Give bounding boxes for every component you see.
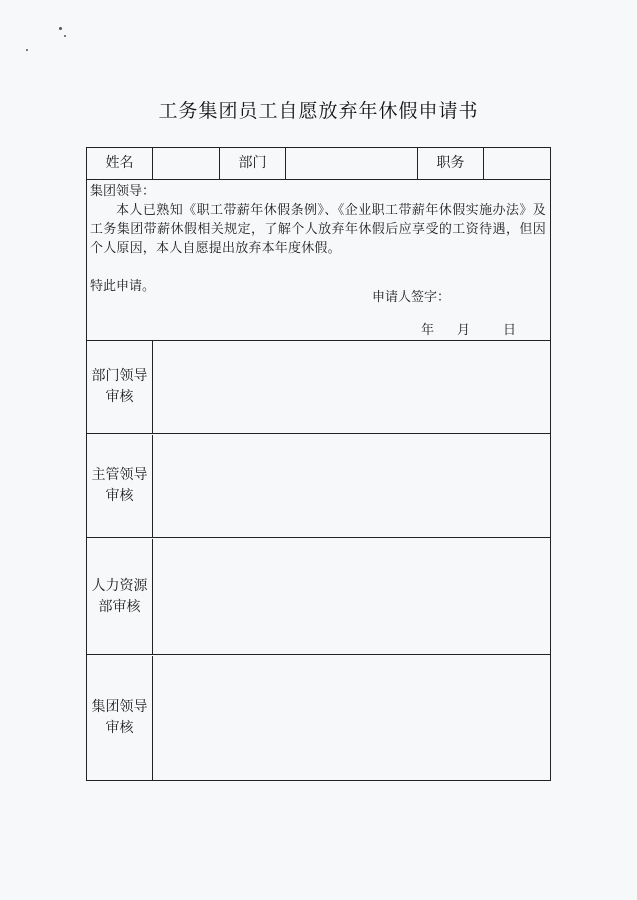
position-label: 职务 <box>418 148 484 179</box>
position-field[interactable] <box>484 148 550 179</box>
page-title: 工务集团员工自愿放弃年休假申请书 <box>158 100 479 122</box>
review-row-hr <box>87 539 550 655</box>
salutation: 集团领导： <box>90 184 156 199</box>
name-field[interactable] <box>153 148 220 179</box>
review-row-group <box>87 656 550 780</box>
signature-label[interactable]: 申请人签字： <box>372 290 451 305</box>
review-row-department <box>87 341 550 434</box>
date-month: 月 <box>457 323 471 338</box>
application-statement <box>87 180 550 341</box>
review-label: 主管领导审核 <box>87 435 153 537</box>
department-field[interactable] <box>286 148 418 179</box>
review-field[interactable] <box>153 656 550 780</box>
scan-speck <box>59 27 62 30</box>
review-label: 人力资源部审核 <box>87 539 153 654</box>
review-label: 集团领导审核 <box>87 656 153 780</box>
review-row-supervisor <box>87 435 550 538</box>
scan-speck <box>64 35 66 37</box>
info-row <box>87 148 550 180</box>
review-field[interactable] <box>153 341 550 433</box>
date-day: 日 <box>503 323 517 338</box>
application-form <box>86 147 551 781</box>
name-label: 姓名 <box>87 148 153 179</box>
date-line[interactable] <box>421 321 516 340</box>
department-label: 部门 <box>220 148 286 179</box>
date-year: 年 <box>421 323 435 338</box>
scan-speck <box>26 49 28 51</box>
review-label: 部门领导审核 <box>87 341 153 433</box>
closing-line: 特此申请。 <box>90 279 156 294</box>
review-field[interactable] <box>153 539 550 654</box>
statement-body: 本人已熟知《职工带薪年休假条例》、《企业职工带薪年休假实施办法》及工务集团带薪休假相关规定，了解个人放弃年休假后应享受的工资待遇，但因个人原因，本人自愿提出放弃本年度休假。 <box>90 203 546 256</box>
review-field[interactable] <box>153 435 550 537</box>
